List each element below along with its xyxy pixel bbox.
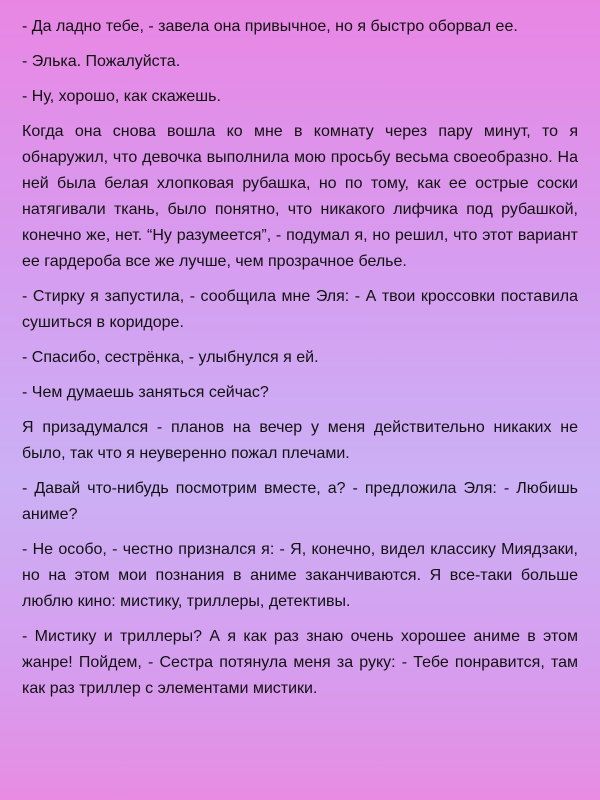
paragraph: - Да ладно тебе, - завела она привычное, но я быстро оборвал ее. [22, 18, 518, 35]
paragraph: Я призадумался - планов на вечер у меня действительно никаких не было, так что я неуверенно пожал плечами. [22, 419, 578, 462]
paragraph: - Давай что-нибудь посмотрим вместе, а? - предложила Эля: - Любишь аниме? [22, 480, 578, 523]
paragraph: - Спасибо, сестрёнка, - улыбнулся я ей. [22, 349, 319, 366]
paragraph: - Мистику и триллеры? А я как раз знаю очень хорошее аниме в этом жанре! Пойдем, - Сестра потянула меня за руку: - Тебе понравится, там как раз триллер с элементами мистики. [22, 628, 578, 697]
paragraph: - Ну, хорошо, как скажешь. [22, 88, 221, 105]
paragraph: - Не особо, - честно признался я: - Я, конечно, видел классику Миядзаки, но на этом мои познания в аниме заканчиваются. Я все-таки больше люблю кино: мистику, триллеры, детективы. [22, 541, 578, 610]
paragraph: - Стирку я запустила, - сообщила мне Эля: - А твои кроссовки поставила сушиться в коридоре. [22, 288, 578, 331]
paragraph: - Чем думаешь заняться сейчас? [22, 384, 269, 401]
paragraph: - Элька. Пожалуйста. [22, 53, 181, 70]
paragraph: Когда она снова вошла ко мне в комнату через пару минут, то я обнаружил, что девочка выполнила мою просьбу весьма своеобразно. На ней была белая хлопковая рубашка, но по тому, как ее острые соски натягивали ткань, было понятно, что никакого лифчика под рубашкой, конечно же, нет. “Ну разумеется”, - подумал я, но решил, что этот вариант ее гардероба все же лучше, чем прозрачное белье. [22, 123, 578, 270]
